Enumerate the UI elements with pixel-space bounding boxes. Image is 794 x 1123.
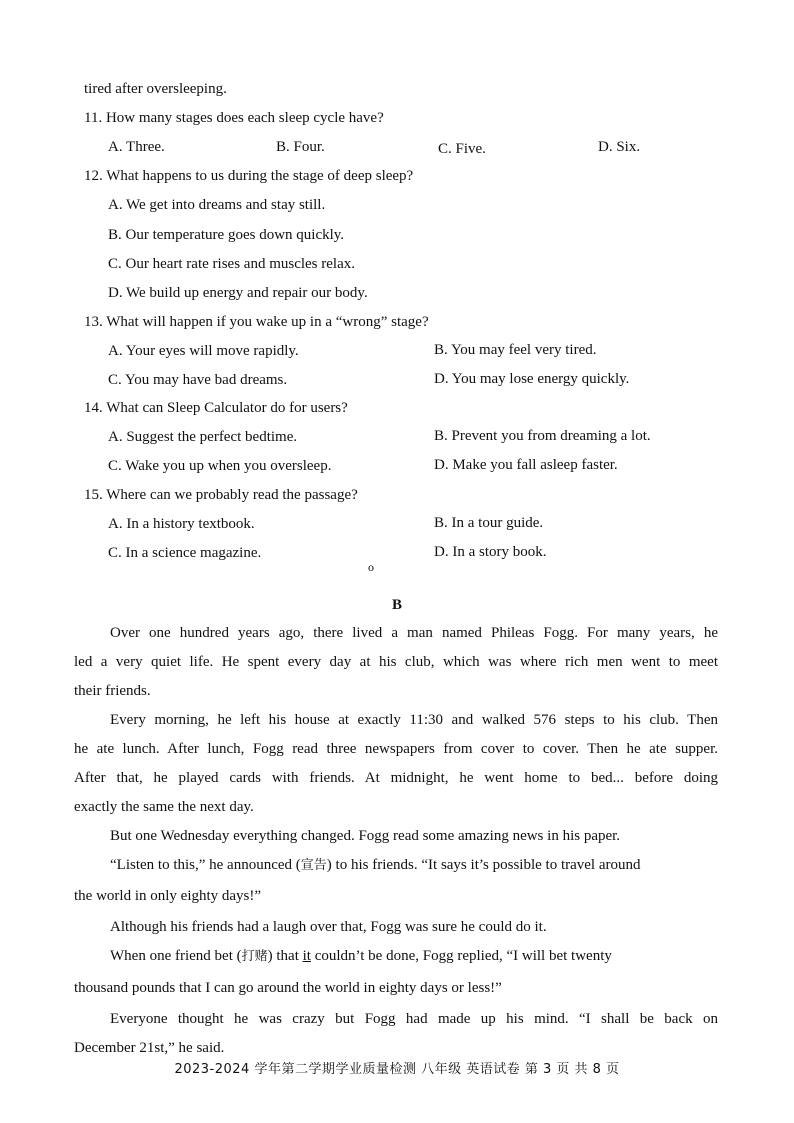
text-run: ) to his friends. “It says it’s possible to travel around <box>326 857 641 873</box>
q13-option-a: A. Your eyes will move rapidly. <box>108 343 299 359</box>
stray-mark: o <box>368 560 374 574</box>
question-15: 15. Where can we probably read the passage? <box>84 487 358 503</box>
passage-paragraph-1 <box>74 624 718 711</box>
passage-line <box>74 947 718 976</box>
passage-paragraph-7 <box>74 1010 718 1068</box>
text-run: couldn’t be done, Fogg replied, “I will bet twenty <box>310 948 612 964</box>
passage-line: exactly the same the next day. <box>74 799 254 815</box>
q13-option-d: D. You may lose energy quickly. <box>434 371 630 387</box>
q14-option-a: A. Suggest the perfect bedtime. <box>108 429 298 445</box>
text-run: ) that <box>267 948 303 964</box>
text-run: “Listen to this,” he announced ( <box>110 857 301 873</box>
passage-paragraph-5 <box>74 918 718 947</box>
q15-option-c: C. In a science magazine. <box>108 545 262 561</box>
passage-paragraph-4 <box>74 856 718 916</box>
q12-option-b: B. Our temperature goes down quickly. <box>108 227 345 243</box>
q15-option-d: D. In a story book. <box>434 544 547 560</box>
q11-option-d: D. Six. <box>598 139 641 155</box>
question-11: 11. How many stages does each sleep cycle have? <box>84 110 384 126</box>
passage-line: Over one hundred years ago, there lived a man named Phileas Fogg. For many years, he <box>110 625 718 641</box>
page-footer: 2023-2024 学年第二学期学业质量检测 八年级 英语试卷 第 3 页 共 8 页 <box>174 1062 620 1077</box>
passage-line <box>74 856 718 885</box>
passage-line: their friends. <box>74 683 151 699</box>
q12-option-a: A. We get into dreams and stay still. <box>108 197 326 213</box>
q14-option-b: B. Prevent you from dreaming a lot. <box>434 428 651 444</box>
q11-option-a: A. Three. <box>108 139 165 155</box>
passage-line: Everyone thought he was crazy but Fogg had made up his mind. “I shall be back on <box>110 1011 718 1027</box>
passage-paragraph-3 <box>74 827 718 856</box>
text-run: When one friend bet ( <box>110 948 242 964</box>
q14-option-c: C. Wake you up when you oversleep. <box>108 458 332 474</box>
underlined-word: it <box>302 948 311 964</box>
passage-line: the world in only eighty days!” <box>74 888 262 904</box>
chinese-gloss: 宣告 <box>300 858 327 873</box>
q13-option-b: B. You may feel very tired. <box>434 342 597 358</box>
q13-option-c: C. You may have bad dreams. <box>108 372 288 388</box>
q12-option-c: C. Our heart rate rises and muscles relax. <box>108 256 355 272</box>
passage-line: After that, he played cards with friends. At midnight, he went home to bed... before doing <box>74 770 718 786</box>
q15-option-a: A. In a history textbook. <box>108 516 255 532</box>
section-title: B <box>391 597 402 613</box>
q11-option-b: B. Four. <box>276 139 325 155</box>
passage-line: led a very quiet life. He spent every day at his club, which was where rich men went to meet <box>74 654 718 670</box>
q15-option-b: B. In a tour guide. <box>434 515 544 531</box>
q14-option-d: D. Make you fall asleep faster. <box>434 457 618 473</box>
passage-paragraph-2 <box>74 711 718 827</box>
chinese-gloss: 打赌 <box>241 949 268 964</box>
passage-line: he ate lunch. After lunch, Fogg read three newspapers from cover to cover. Then he ate supper. <box>74 741 718 757</box>
question-12: 12. What happens to us during the stage of deep sleep? <box>84 168 414 184</box>
q12-option-d: D. We build up energy and repair our body. <box>108 285 368 301</box>
passage-line: December 21st,” he said. <box>74 1040 225 1056</box>
q11-option-c: C. Five. <box>438 141 486 157</box>
previous-text-fragment: tired after oversleeping. <box>84 81 227 97</box>
passage-line: Although his friends had a laugh over that, Fogg was sure he could do it. <box>110 919 547 935</box>
passage-line: But one Wednesday everything changed. Fogg read some amazing news in his paper. <box>110 828 621 844</box>
passage-line: Every morning, he left his house at exactly 11:30 and walked 576 steps to his club. Then <box>110 712 718 728</box>
question-14: 14. What can Sleep Calculator do for users? <box>84 400 348 416</box>
passage-line: thousand pounds that I can go around the world in eighty days or less!” <box>74 980 502 996</box>
question-13: 13. What will happen if you wake up in a “wrong” stage? <box>84 314 429 330</box>
passage-paragraph-6 <box>74 947 718 1008</box>
